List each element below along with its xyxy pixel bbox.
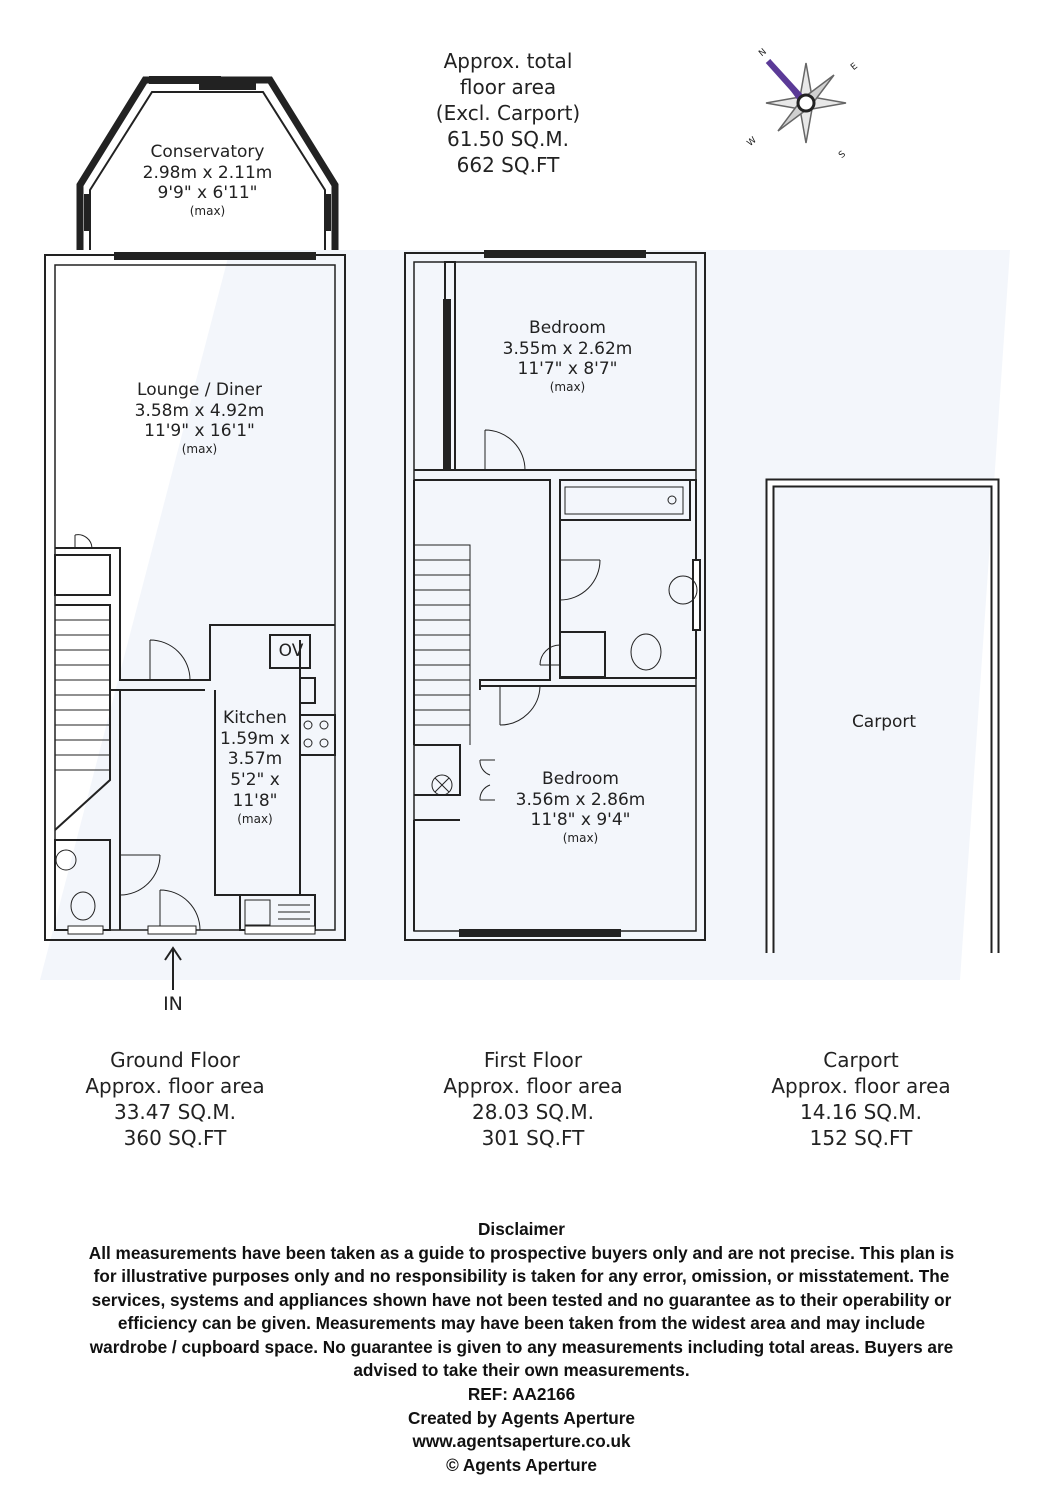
compass-rose-icon <box>766 61 846 143</box>
first-floor-summary <box>418 1047 648 1151</box>
compass-e-label: E <box>849 61 860 73</box>
oven-label: OV <box>278 641 304 661</box>
total-area-line: Approx. total <box>443 49 573 73</box>
created-by: Created by Agents Aperture <box>408 1407 635 1428</box>
room-imperial: 9'9" x 6'11" <box>157 183 258 204</box>
room-dimension: 5'2" x <box>230 770 280 791</box>
website-link[interactable]: www.agentsaperture.co.uk <box>412 1431 631 1452</box>
summary-line: 14.16 SQ.M. <box>799 1100 923 1124</box>
room-name: Bedroom <box>542 769 619 789</box>
entrance-label: IN <box>163 993 183 1015</box>
disclaimer-block <box>20 1218 1023 1477</box>
compass-w-label: W <box>745 135 759 149</box>
room-max-note: (max) <box>562 831 599 846</box>
copyright-notice: © Agents Aperture <box>446 1454 597 1475</box>
lounge-diner-label <box>112 380 287 457</box>
room-max-note: (max) <box>189 204 226 219</box>
room-dimension: 3.57m <box>227 749 283 770</box>
disclaimer-title: Disclaimer <box>478 1219 565 1239</box>
carport-label: Carport <box>851 712 917 732</box>
room-metric: 3.55m x 2.62m <box>502 338 633 359</box>
disclaimer-line: efficiency can be given. Measurements may have been taken from the widest area and may include <box>117 1313 926 1334</box>
room-imperial: 11'7" x 8'7" <box>517 359 618 380</box>
compass-s-label: S <box>837 149 848 161</box>
carport-summary <box>746 1047 976 1151</box>
total-floor-area <box>398 48 618 178</box>
bedroom-2-label <box>493 769 668 846</box>
disclaimer-line: services, systems and appliances shown have not been tested and no guarantee as to their operability or <box>91 1289 952 1310</box>
summary-line: 33.47 SQ.M. <box>113 1100 237 1124</box>
total-area-line: 61.50 SQ.M. <box>446 127 570 151</box>
total-area-line: floor area <box>459 75 557 99</box>
room-metric: 2.98m x 2.11m <box>142 162 273 183</box>
summary-line: Ground Floor <box>110 1048 240 1072</box>
summary-line: Approx. floor area <box>85 1074 265 1098</box>
summary-line: 360 SQ.FT <box>123 1126 227 1150</box>
disclaimer-line: for illustrative purposes only and no responsibility is taken for any error, omission, or misstatement. The <box>93 1266 950 1287</box>
summary-line: 152 SQ.FT <box>809 1126 913 1150</box>
room-dimension: 11'8" <box>232 790 278 811</box>
disclaimer-line: wardrobe / cupboard space. No guarantee is given to any measurements including total areas. Buyers are <box>89 1336 954 1357</box>
bedroom-1-label <box>480 318 655 395</box>
total-area-line: 662 SQ.FT <box>456 153 560 177</box>
summary-line: 301 SQ.FT <box>481 1126 585 1150</box>
room-dimension: 1.59m x <box>220 728 290 749</box>
room-name: Bedroom <box>529 318 606 338</box>
summary-line: Carport <box>823 1048 899 1072</box>
room-max-note: (max) <box>237 811 273 826</box>
room-name: Conservatory <box>150 142 265 162</box>
total-area-line: (Excl. Carport) <box>435 101 581 125</box>
room-max-note: (max) <box>549 380 586 395</box>
kitchen-label <box>210 708 300 826</box>
reference-number: REF: AA2166 <box>467 1383 576 1404</box>
room-name: Lounge / Diner <box>137 380 262 400</box>
ground-floor-summary <box>60 1047 290 1151</box>
disclaimer-line: All measurements have been taken as a guide to prospective buyers only and are not precise. This plan is <box>88 1242 955 1263</box>
summary-line: Approx. floor area <box>771 1074 951 1098</box>
summary-line: 28.03 SQ.M. <box>471 1100 595 1124</box>
room-max-note: (max) <box>181 442 218 457</box>
room-metric: 3.56m x 2.86m <box>515 789 646 810</box>
summary-line: Approx. floor area <box>443 1074 623 1098</box>
room-metric: 3.58m x 4.92m <box>134 400 265 421</box>
room-imperial: 11'8" x 9'4" <box>530 810 631 831</box>
summary-line: First Floor <box>483 1048 583 1072</box>
compass-n-label: N <box>757 47 769 60</box>
disclaimer-line: advised to take their own measurements. <box>353 1360 690 1381</box>
room-name: Kitchen <box>223 708 287 728</box>
conservatory-label <box>120 142 295 219</box>
room-imperial: 11'9" x 16'1" <box>144 421 255 442</box>
